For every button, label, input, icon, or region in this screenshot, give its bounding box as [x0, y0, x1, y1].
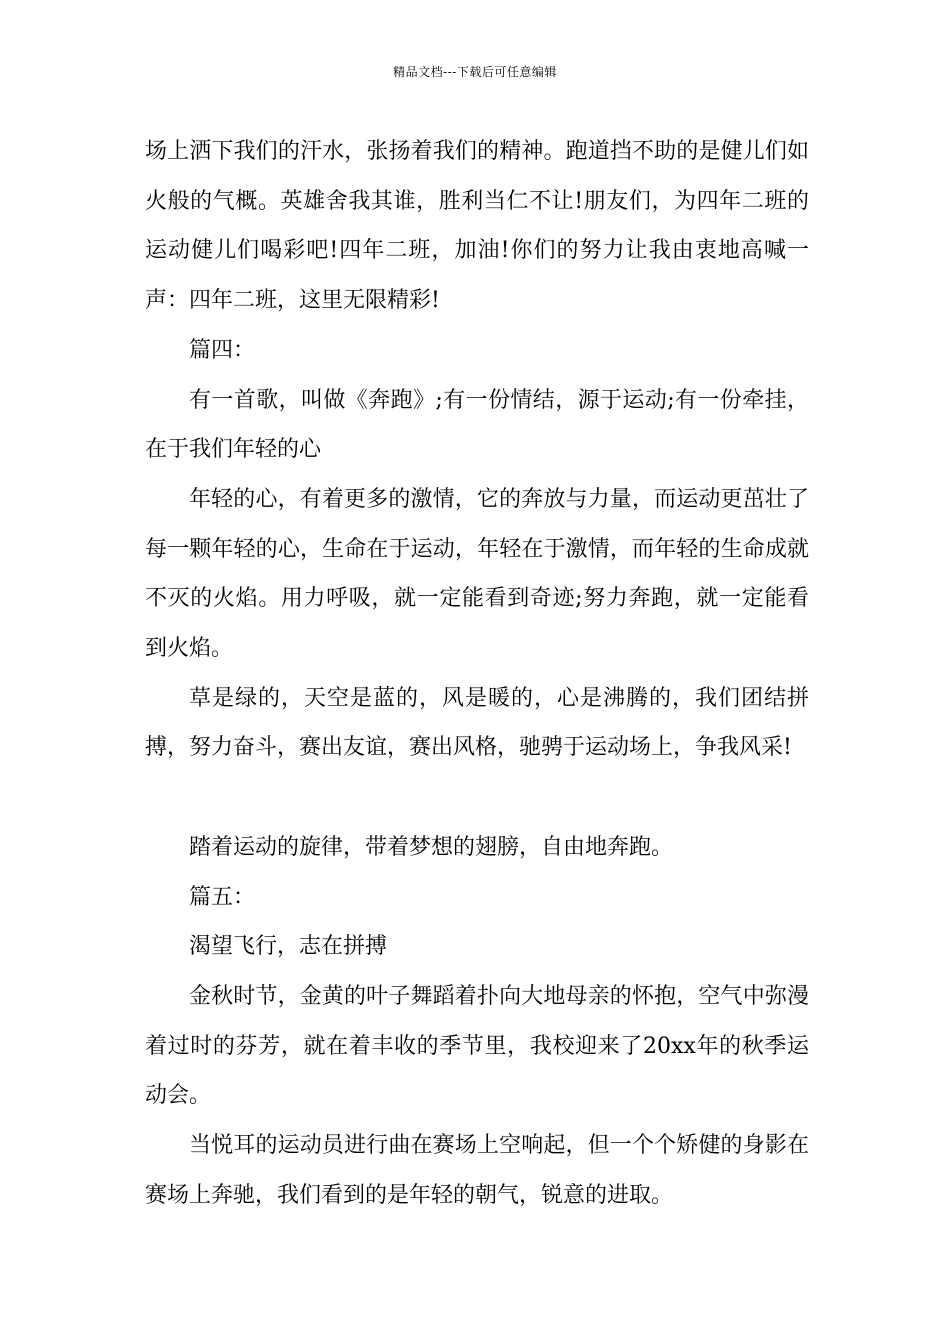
paragraph: 草是绿的，天空是蓝的，风是暖的，心是沸腾的，我们团结拼搏，努力奋斗，赛出友谊，赛出风格，驰骋于运动场上，争我风采!: [145, 685, 809, 761]
paragraph-continued: 场上洒下我们的汗水，张扬着我们的精神。跑道挡不助的是健儿们如火般的气概。英雄舍我其谁，胜利当仁不让!朋友们，为四年二班的运动健儿们喝彩吧!四年二班，加油!你们的努力让我由衷地高喊一声：四年二班，这里无限精彩!: [145, 139, 809, 314]
paragraph: 金秋时节，金黄的叶子舞蹈着扑向大地母亲的怀抱，空气中弥漫着过时的芬芳，就在着丰收的季节里，我校迎来了20xx年的秋季运动会。: [145, 983, 809, 1109]
section-heading-4: 篇四：: [189, 337, 256, 363]
document-body: [145, 127, 809, 1220]
paragraph: 年轻的心，有着更多的激情，它的奔放与力量，而运动更茁壮了每一颗年轻的心，生命在于运动，年轻在于激情，而年轻的生命成就不灭的火焰。用力呼吸，就一定能看到奇迹;努力奔跑，就一定能看到火焰。: [145, 486, 809, 662]
section-heading-5: 篇五：: [189, 884, 256, 910]
section-subtitle: 渴望飞行，志在拼搏: [189, 934, 388, 960]
paragraph: 当悦耳的运动员进行曲在赛场上空响起，但一个个矫健的身影在赛场上奔驰，我们看到的是年轻的朝气，锐意的进取。: [145, 1133, 809, 1208]
page-header: 精品文档---下载后可任意编辑: [393, 65, 557, 79]
blank-line: [145, 773, 809, 823]
paragraph: 踏着运动的旋律，带着梦想的翅膀，自由地奔跑。: [189, 834, 674, 860]
paragraph: 有一首歌，叫做《奔跑》;有一份情结，源于运动;有一份牵挂，在于我们年轻的心: [145, 387, 809, 463]
